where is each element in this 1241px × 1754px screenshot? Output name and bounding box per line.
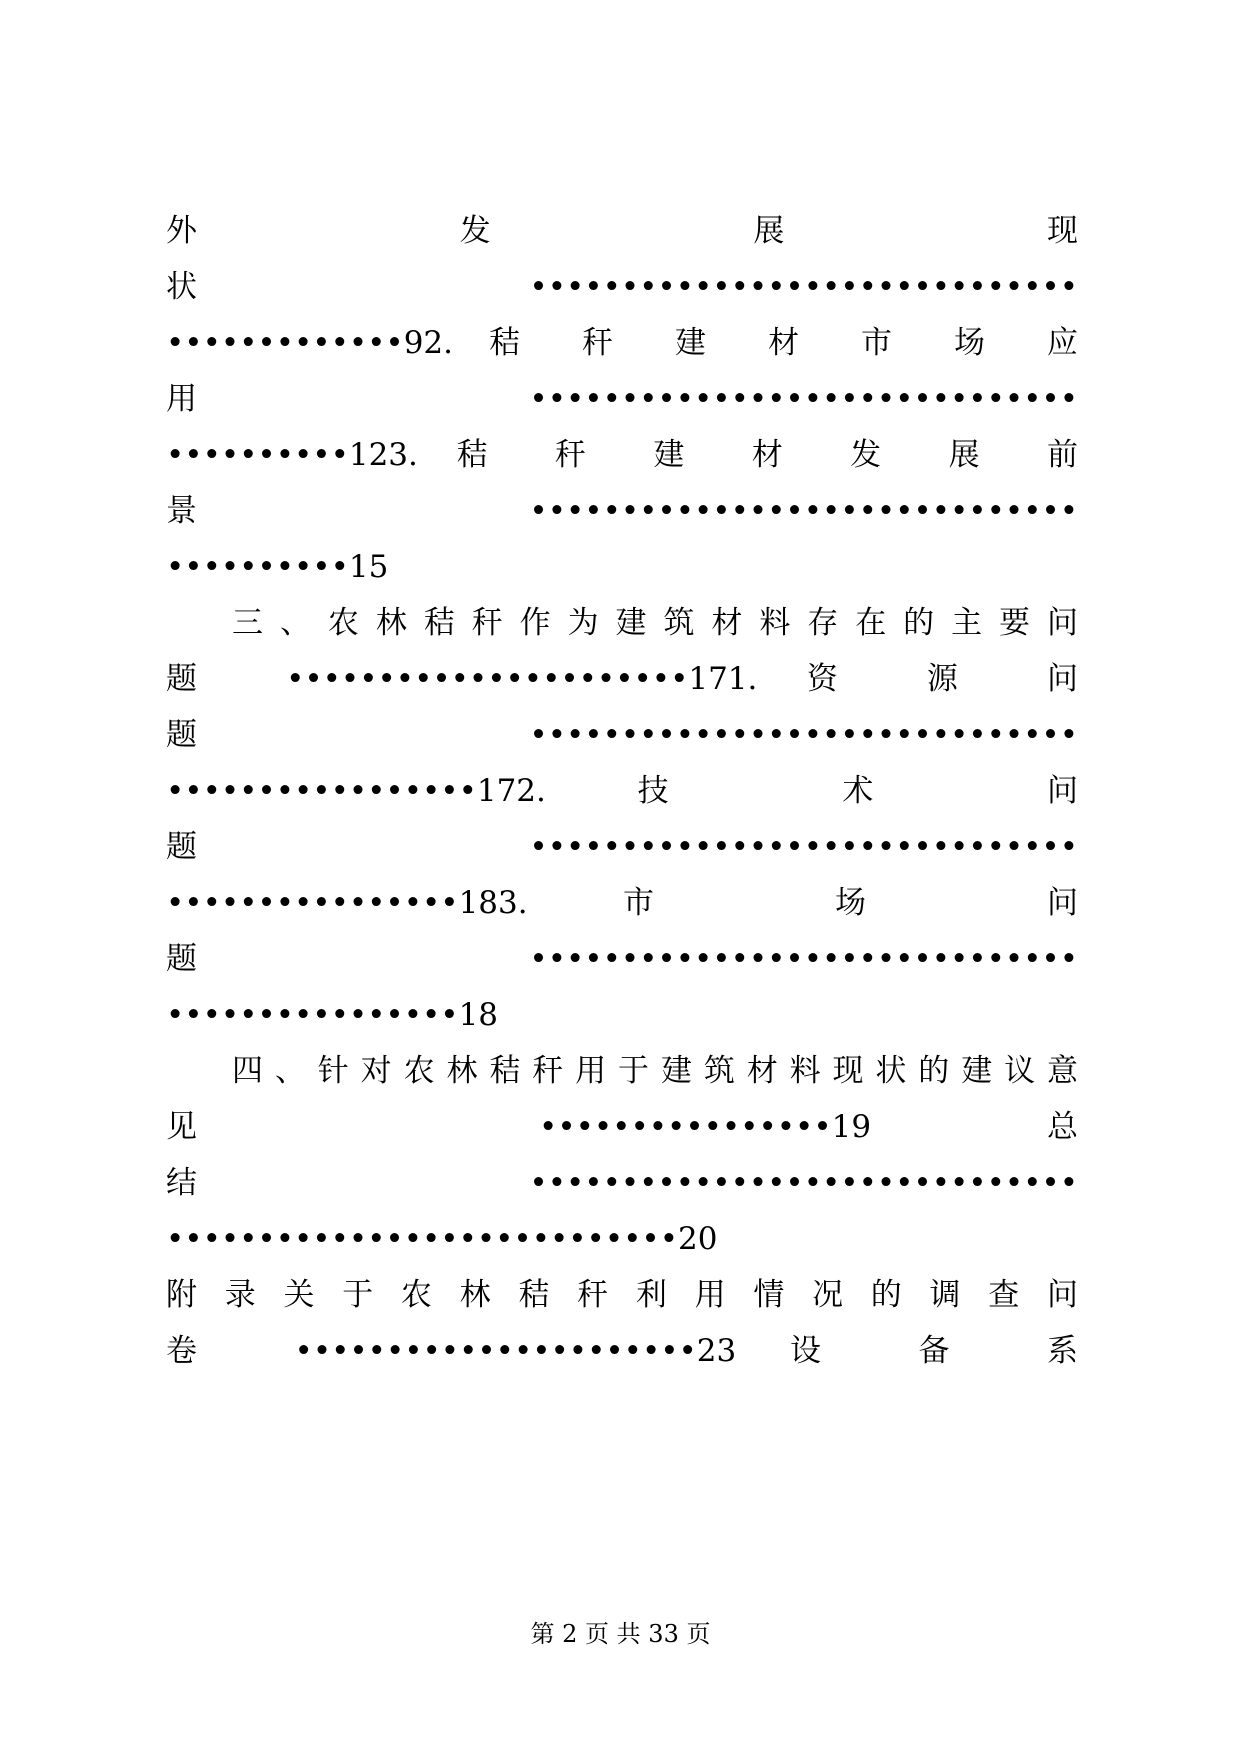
toc-line-5: ••••••••••123. 秸 秆 建 材 发 展 前 bbox=[166, 437, 1078, 473]
toc-line-6: 景•••••••••••••••••••••••••••••• bbox=[166, 493, 1078, 529]
toc-line-21: 卷 ••••••••••••••••••••••23 设 备 系 bbox=[166, 1333, 1078, 1369]
toc-line-16: 四 、 针 对 农 林 秸 秆 用 于 建 筑 材 料 现 状 的 建 议 意 bbox=[232, 1053, 1078, 1089]
toc-line-11: •••••••••••••••••172. 技 术 问 bbox=[166, 773, 1078, 809]
toc-line-14: 题•••••••••••••••••••••••••••••• bbox=[166, 941, 1078, 977]
toc-line-12: 题•••••••••••••••••••••••••••••• bbox=[166, 829, 1078, 865]
toc-line-3: •••••••••••••92. 秸 秆 建 材 市 场 应 bbox=[166, 325, 1078, 361]
toc-line-15: ••••••••••••••••18 bbox=[166, 997, 499, 1033]
toc-line-17: 见 ••••••••••••••••19 总 bbox=[166, 1109, 1078, 1145]
toc-line-2: 状•••••••••••••••••••••••••••••• bbox=[166, 269, 1078, 305]
toc-line-18: 结•••••••••••••••••••••••••••••• bbox=[166, 1165, 1078, 1201]
toc-line-9: 题 ••••••••••••••••••••••171. 资 源 问 bbox=[166, 661, 1078, 697]
page-number-footer: 第 2 页 共 33 页 bbox=[530, 1620, 711, 1648]
toc-line-1: 外 发 展 现 bbox=[166, 213, 1078, 249]
toc-line-19: ••••••••••••••••••••••••••••20 bbox=[166, 1221, 718, 1257]
toc-line-10: 题•••••••••••••••••••••••••••••• bbox=[166, 717, 1078, 753]
toc-line-20: 附 录 关 于 农 林 秸 秆 利 用 情 况 的 调 查 问 bbox=[166, 1277, 1078, 1313]
toc-line-4: 用•••••••••••••••••••••••••••••• bbox=[166, 381, 1078, 417]
toc-line-7: ••••••••••15 bbox=[166, 549, 389, 585]
toc-line-13: ••••••••••••••••183. 市 场 问 bbox=[166, 885, 1078, 921]
toc-line-8: 三 、 农 林 秸 秆 作 为 建 筑 材 料 存 在 的 主 要 问 bbox=[232, 605, 1078, 641]
